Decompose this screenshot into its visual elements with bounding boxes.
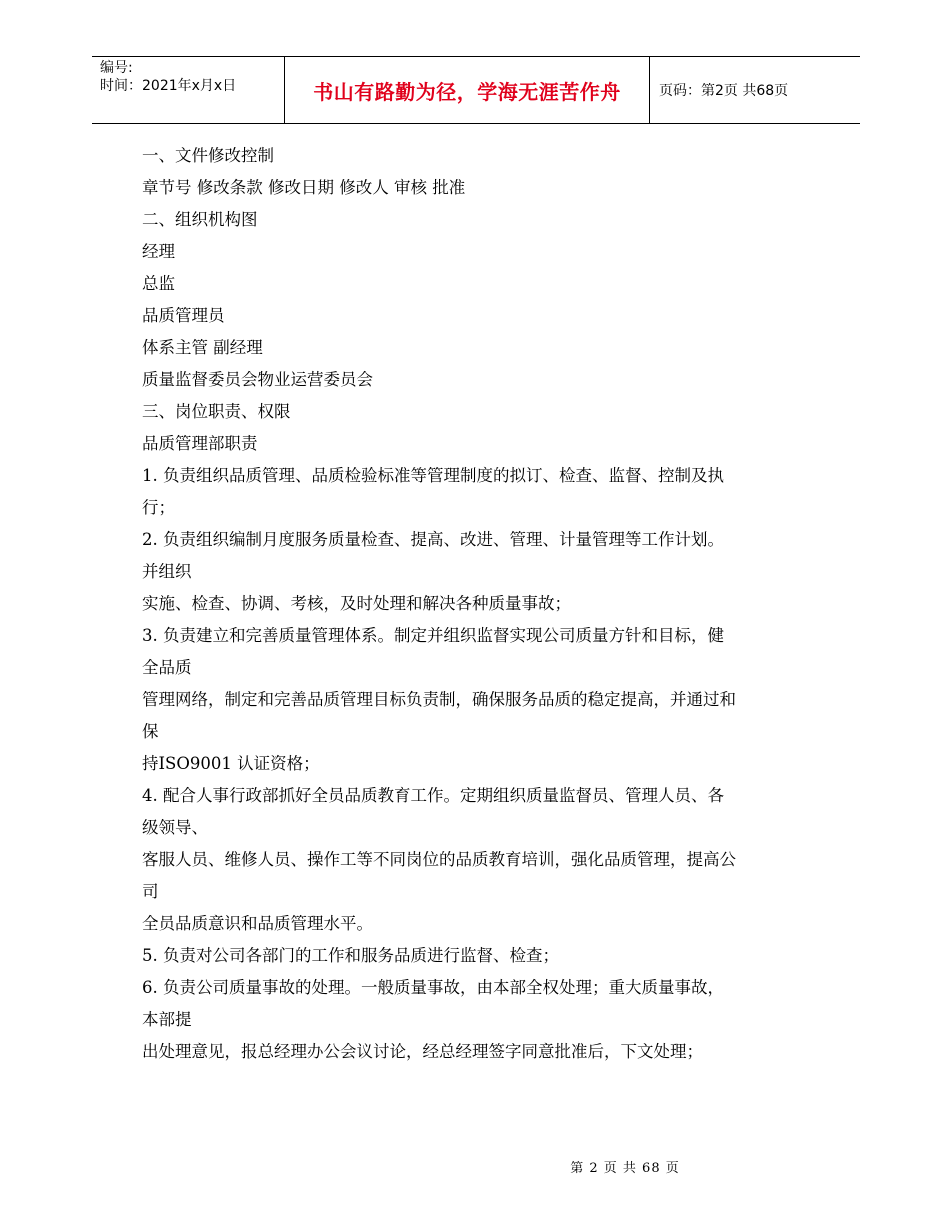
text-line: 本部提	[142, 1010, 192, 1029]
text-line: 经理	[142, 242, 175, 261]
page-footer: 第 2 页 共 68 页	[570, 1161, 680, 1176]
text-line: 级领导、	[142, 818, 208, 837]
text-line: 质量监督委员会物业运营委员会	[142, 370, 373, 389]
text-line: 4. 配合人事行政部抓好全员品质教育工作。定期组织质量监督员、管理人员、各	[142, 786, 724, 805]
text-line: 一、文件修改控制	[142, 146, 274, 165]
text-line: 出处理意见，报总经理办公会议讨论，经总经理签字同意批准后，下文处理；	[142, 1042, 703, 1061]
text-line: 6. 负责公司质量事故的处理。一般质量事故，由本部全权处理；重大质量事故，	[142, 978, 724, 997]
page-header	[92, 56, 860, 124]
text-line: 并组织	[142, 562, 192, 581]
text-line: 品质管理部职责	[142, 434, 258, 453]
text-line: 全品质	[142, 658, 192, 677]
text-line: 品质管理员	[142, 306, 225, 325]
text-line: 实施、检查、协调、考核，及时处理和解决各种质量事故；	[142, 594, 571, 613]
text-line: 章节号 修改条款 修改日期 修改人 审核 批准	[142, 178, 466, 197]
text-line: 二、组织机构图	[142, 210, 258, 229]
text-line: 司	[142, 882, 159, 901]
text-line: 持ISO9001 认证资格；	[142, 754, 320, 773]
text-line: 管理网络，制定和完善品质管理目标负责制，确保服务品质的稳定提高，并通过和	[142, 690, 736, 709]
text-line: 2. 负责组织编制月度服务质量检查、提高、改进、管理、计量管理等工作计划。	[142, 530, 724, 549]
text-line: 5. 负责对公司各部门的工作和服务品质进行监督、检查；	[142, 946, 559, 965]
document-time-label: 时间：2021年x月x日	[100, 78, 237, 94]
text-line: 行；	[142, 498, 175, 517]
document-number-label: 编号:	[100, 60, 133, 76]
text-line: 客服人员、维修人员、操作工等不同岗位的品质教育培训，强化品质管理，提高公	[142, 850, 736, 869]
text-line: 全员品质意识和品质管理水平。	[142, 914, 373, 933]
text-line: 三、岗位职责、权限	[142, 402, 291, 421]
header-page-info: 页码：第2页 共68页	[659, 83, 789, 99]
text-line: 体系主管 副经理	[142, 338, 263, 357]
text-line: 1. 负责组织品质管理、品质检验标准等管理制度的拟订、检查、监督、控制及执	[142, 466, 724, 485]
text-line: 保	[142, 722, 159, 741]
text-line: 3. 负责建立和完善质量管理体系。制定并组织监督实现公司质量方针和目标，健	[142, 626, 724, 645]
header-meta	[92, 57, 285, 123]
text-line: 总监	[142, 274, 175, 293]
document-body	[142, 140, 822, 1068]
header-motto: 书山有路勤为径，学海无涯苦作舟	[285, 57, 650, 123]
